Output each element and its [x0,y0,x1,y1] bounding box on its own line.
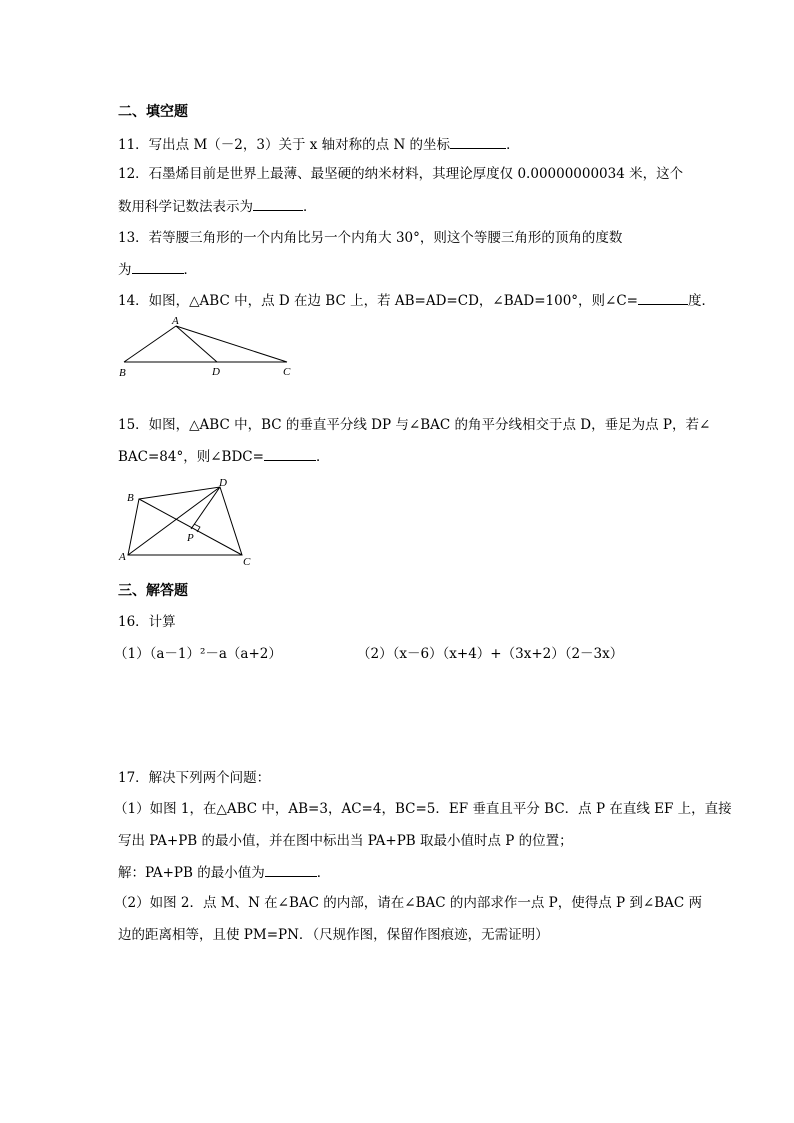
question-17-part1-line1: （1）如图 1，在△ABC 中，AB=3，AC=4，BC=5．EF 垂直且平分 BC．点 P 在直线 EF 上，直接 [114,801,732,817]
answer-prefix: 解：PA+PB 的最小值为 [118,865,265,881]
label-C: C [283,366,291,378]
question-12-text: 数用科学记数法表示为 [118,199,253,215]
punctuation: ． [316,865,331,881]
answer-blank[interactable] [264,448,316,461]
label-B: B [127,492,134,504]
question-13-line2 [118,261,197,278]
question-14 [118,292,715,309]
figure-q15-quadrilateral [115,475,260,570]
question-11-text: 11．写出点 M（－2，3）关于 x 轴对称的点 N 的坐标 [118,137,451,153]
question-16-title: 16．计算 [118,614,176,630]
question-17-part2-line2: 边的距离相等，且使 PM=PN．（尺规作图，保留作图痕迹，无需证明） [118,927,549,943]
question-12-line1: 12．石墨烯目前是世界上最薄、最坚硬的纳米材料，其理论厚度仅 0.00000000034 米，这个 [118,166,684,182]
question-17-part2-line1: （2）如图 2．点 M、N 在∠BAC 的内部，请在∠BAC 的内部求作一点 P，使得点 P 到∠BAC 两 [114,895,703,911]
punctuation: ． [183,262,197,278]
answer-blank[interactable] [638,292,688,305]
answer-blank[interactable] [132,261,184,274]
question-14-text: 14．如图，△ABC 中，点 D 在边 BC 上，若 AB=AD=CD，∠BAD=100°，则∠C= [118,293,638,309]
question-15-text: BAC=84°，则∠BDC= [118,449,264,465]
question-17-answer [118,864,330,881]
question-15-line2 [118,448,329,465]
figure-q14-triangle [115,312,305,380]
question-11 [118,136,520,153]
question-16-part2: （2）（x－6）（x+4）+（3x+2）（2－3x） [357,646,624,662]
question-15-line1: 15．如图，△ABC 中，BC 的垂直平分线 DP 与∠BAC 的角平分线相交于点 D，垂足为点 P，若∠ [118,417,711,433]
punctuation: 度． [688,293,715,309]
label-B: B [119,367,126,379]
question-17-part1-line2: 写出 PA+PB 的最小值，并在图中标出当 PA+PB 取最小值时点 P 的位置； [118,833,573,849]
punctuation: ． [315,449,330,465]
label-P: P [187,532,194,544]
label-D: D [219,477,227,489]
punctuation: ． [506,137,520,153]
label-A: A [119,551,126,563]
question-12-line2 [118,198,317,215]
section-heading-fill-in: 二、填空题 [118,104,188,120]
label-A: A [172,315,179,327]
answer-blank[interactable] [265,864,317,877]
answer-blank[interactable] [253,198,303,211]
label-D: D [212,366,220,378]
question-17-title: 17．解决下列两个问题： [118,770,271,786]
question-16-part1: （1）（a－1）²－a（a+2） [114,646,282,662]
section-heading-solve: 三、解答题 [118,583,188,599]
question-13-line1: 13．若等腰三角形的一个内角比另一个内角大 30°，则这个等腰三角形的顶角的度数 [118,230,623,246]
question-13-text: 为 [118,262,132,278]
answer-blank[interactable] [450,136,506,149]
label-C: C [243,556,251,568]
punctuation: ． [303,199,317,215]
